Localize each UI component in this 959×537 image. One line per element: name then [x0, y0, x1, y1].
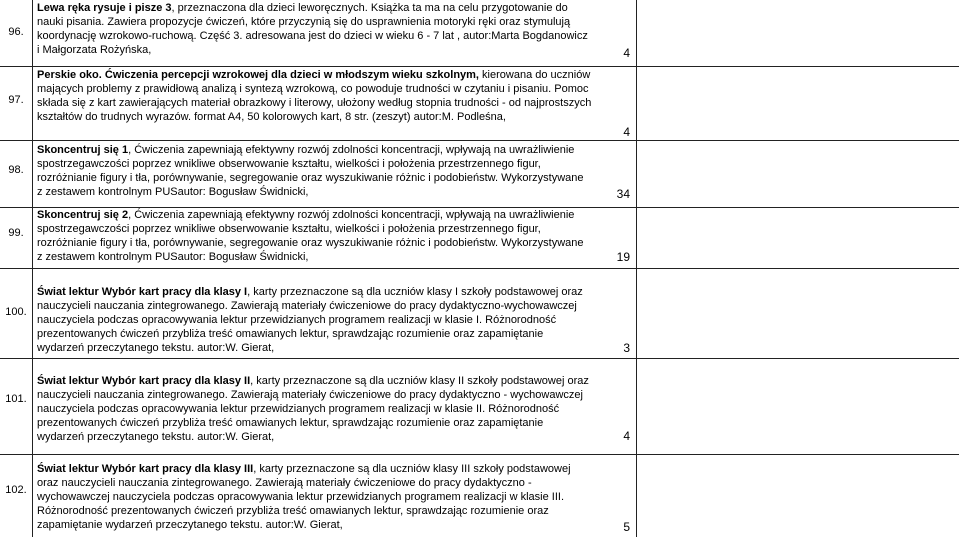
item-title: Skoncentruj się 1 — [37, 144, 129, 156]
table-row — [0, 207, 959, 268]
item-title: Lewa ręka rysuje i pisze 3 — [37, 2, 172, 14]
item-body: , Ćwiczenia zapewniają efektywny rozwój zdolności koncentracji, wpływają na uwrażliwienie spostrzegawczości poprzez wnikliwe obserwowanie kształtu, wielkości i położenia przestrzennego figur, rozróżnianie figury i tła, porównywanie, segregowanie oraz wyszukiwanie różnic i podobieństw. Wykorzystywane z zestawem kontrolnym PUSautor: Bogusław Świdnicki, — [37, 144, 584, 198]
item-title: Perskie oko. Ćwiczenia percepcji wzrokowej dla dzieci w młodszym wieku szkolnym, — [37, 69, 479, 81]
item-body: , Ćwiczenia zapewniają efektywny rozwój zdolności koncentracji, wpływają na uwrażliwienie spostrzegawczości poprzez wnikliwe obserwowanie kształtu, wielkości i położenia przestrzennego figur, rozróżnianie figury i tła, porównywanie, segregowanie oraz wyszukiwanie różnic i podobieństw. Wykorzystywane z zestawem kontrolnym PUSautor: Bogusław Świdnicki, — [37, 209, 584, 263]
row-number: 101. — [5, 393, 27, 405]
table-row — [0, 268, 959, 358]
item-title: Świat lektur Wybór kart pracy dla klasy III — [37, 463, 254, 475]
row-divider — [0, 268, 959, 269]
table-row — [0, 358, 959, 454]
table-row — [0, 140, 959, 207]
table-row — [0, 0, 959, 66]
row-description — [37, 208, 592, 264]
row-quantity: 4 — [623, 125, 630, 139]
row-number: 100. — [5, 306, 27, 318]
row-quantity: 4 — [623, 46, 630, 60]
row-quantity: 19 — [616, 250, 630, 264]
row-number: 97. — [8, 94, 24, 106]
row-description — [37, 374, 592, 444]
item-title: Świat lektur Wybór kart pracy dla klasy II — [37, 375, 251, 387]
row-number: 99. — [8, 227, 24, 239]
row-quantity: 34 — [616, 187, 630, 201]
row-divider — [0, 140, 959, 141]
item-body: , karty przeznaczone są dla uczniów klasy II szkoły podstawowej oraz nauczycieli nauczania zintegrowanego. Zawierają materiały ćwiczeniowe do pracy dydaktyczno - wychowawczej nauczyciela podczas opracowywania lektur przewidzianych programem realizacji w klasie II. Różnorodność prezentowanych ćwiczeń przybliża treść omawianych lektur, sprawdzając rozumienie oraz zapamiętanie wydarzeń przeczytanego tekstu. autor:W. Gierat, — [37, 375, 589, 443]
row-number: 98. — [8, 164, 24, 176]
row-quantity: 3 — [623, 341, 630, 355]
row-number: 96. — [8, 26, 24, 38]
row-divider — [0, 454, 959, 455]
row-divider — [0, 358, 959, 359]
row-quantity: 4 — [623, 429, 630, 443]
item-body: , przeznaczona dla dzieci leworęcznych. Książka ta ma na celu przygotowanie do nauki pisania. Zawiera propozycje ćwiczeń, które przyczynią się do usprawnienia motoryki ręki oraz stymulują koordynację wzrokowo-ruchową. Część 3. adresowana jest do dzieci w wieku 6 - 7 lat , autor:Marta Bogdanowicz i Małgorzata Rożyńska, — [37, 2, 588, 56]
item-body: , karty przeznaczone są dla uczniów klasy III szkoły podstawowej oraz nauczycieli nauczania zintegrowanego. Zawierają materiały ćwiczeniowe do pracy dydaktyczno - wychowawczej nauczyciela podczas opracowywania lektur przewidzianych programem realizacji w klasie III. Różnorodność prezentowanych ćwiczeń przybliża treść omawianych lektur, sprawdzając rozumienie oraz zapamiętanie wydarzeń przeczytanego tekstu. autor:W. Gierat, — [37, 463, 571, 531]
table-row — [0, 66, 959, 140]
row-description — [37, 1, 592, 57]
item-body: , karty przeznaczone są dla uczniów klasy I szkoły podstawowej oraz nauczycieli nauczania zintegrowanego. Zawierają materiały ćwiczeniowe do pracy dydaktyczno-wychowawczej nauczyciela podczas opracowywania lektur przewidzianych programem realizacji w klasie I. Różnorodność prezentowanych ćwiczeń przybliża treść omawianych lektur, sprawdzając rozumienie oraz zapamiętanie wydarzeń przeczytanego tekstu. autor:W. Gierat, — [37, 286, 583, 354]
row-description — [37, 285, 592, 355]
row-description — [37, 143, 592, 199]
item-title: Skoncentruj się 2 — [37, 209, 129, 221]
row-divider — [0, 66, 959, 67]
row-description — [37, 462, 592, 532]
item-title: Świat lektur Wybór kart pracy dla klasy I — [37, 286, 248, 298]
row-divider — [0, 207, 959, 208]
row-number: 102. — [5, 484, 27, 496]
item-body: kierowana do uczniów mających problemy z prawidłową analizą i syntezą wzrokową, co powoduje trudności w czytaniu i pisaniu. Pomoc składa się z kart zawierających materiał obrazkowy i literowy, ułożony według stopnia trudności - od najprostszych kształtów do trudnych wyrazów. format A4, 50 kolorowych kart, 8 str. (zeszyt) autor:M. Podleśna, — [37, 69, 592, 123]
row-description — [37, 68, 592, 124]
table-row — [0, 454, 959, 537]
row-quantity: 5 — [623, 520, 630, 534]
